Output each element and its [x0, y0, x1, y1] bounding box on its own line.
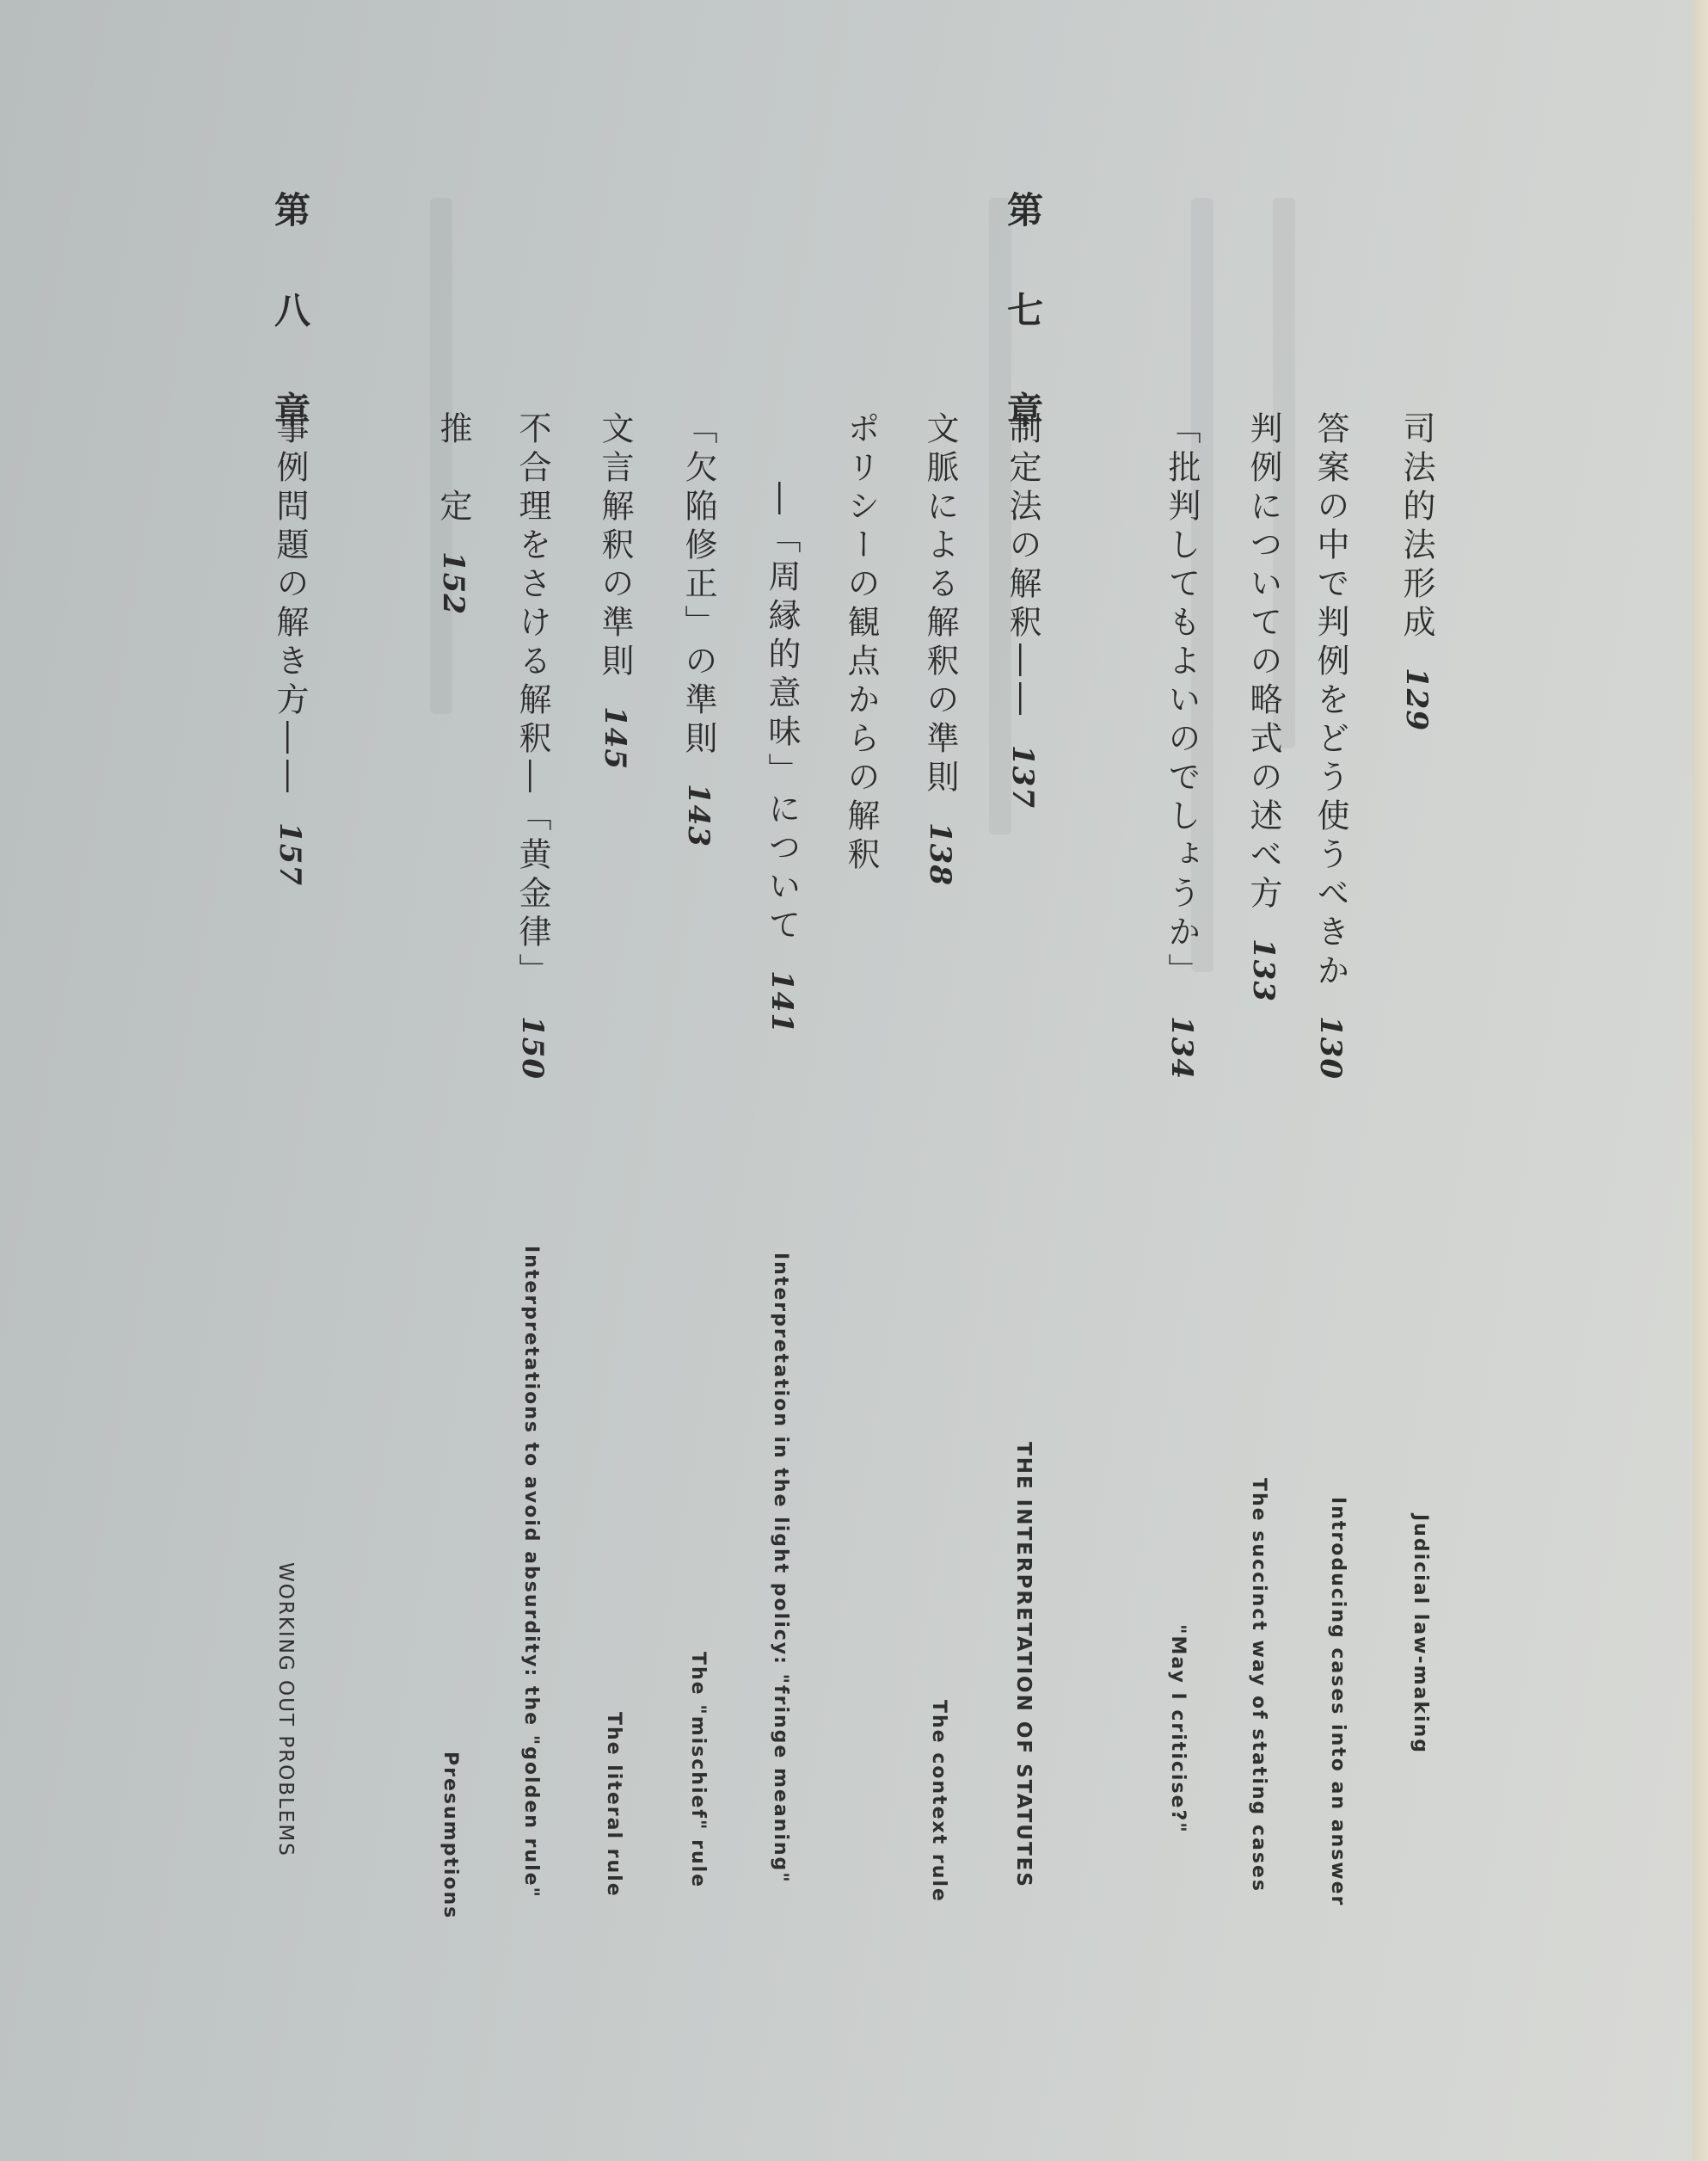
page-number: 157 [273, 822, 307, 886]
english-title-succinct: The succinct way of stating cases [1248, 1478, 1269, 1893]
entry-title: 不合理をさける解釈―「黄金律」 [513, 411, 551, 992]
entry-title: 答案の中で判例をどう使うべきか [1312, 411, 1349, 992]
page-number: 143 [681, 784, 716, 847]
entry-title: ポリシーの観点からの解釈 [842, 411, 880, 876]
page-number: 133 [1246, 939, 1281, 1002]
entry-title: 事例問題の解き方―― [271, 411, 309, 798]
page-number: 150 [515, 1016, 550, 1080]
toc-entry-golden [513, 411, 551, 1080]
toc-entry-criticise [1163, 411, 1201, 1080]
entry-title: 「欠陥修正」の準則 [679, 411, 717, 760]
english-title-literal: The literal rule [603, 1712, 624, 1898]
entry-title: 文言解釈の準則 [596, 411, 634, 682]
english-title-context: The context rule [928, 1700, 949, 1903]
toc-entry-ch7 [1006, 411, 1039, 809]
toc-entry-presumptions [434, 411, 472, 615]
toc-entry-policy [842, 411, 880, 876]
entry-title: 司法的法形成 [1398, 411, 1435, 643]
page-number: 152 [436, 551, 470, 615]
entry-title: 判例についての略式の述べ方 [1244, 411, 1282, 914]
toc-entry-literal [596, 411, 634, 770]
chapter-7-number: 第 七 章 [1002, 191, 1044, 454]
english-title-ch7: THE INTERPRETATION OF STATUTES [1012, 1442, 1035, 1888]
english-title-golden: Interpretations to avoid absurdity: the "golden rule" [520, 1246, 542, 1899]
page-number: 130 [1313, 1016, 1348, 1080]
toc-entry-judicial [1400, 411, 1433, 731]
toc-entry-succinct [1244, 411, 1282, 1002]
toc-entry-mischief [679, 411, 717, 847]
entry-title: 「批判してもよいのでしょうか」 [1163, 411, 1201, 992]
page-number: 141 [765, 970, 799, 1034]
english-title-criticise: "May I criticise?" [1167, 1624, 1189, 1834]
toc-entry-introducing [1314, 411, 1347, 1080]
english-title-ch8: WORKING OUT PROBLEMS [274, 1562, 297, 1857]
page-number: 138 [923, 822, 957, 886]
page-number: 145 [598, 706, 632, 770]
chapter-8-number: 第 八 章 [269, 191, 311, 454]
english-title-mischief: The "mischief" rule [687, 1652, 709, 1889]
english-title-introducing: Introducing cases into an answer [1327, 1497, 1349, 1907]
page-number: 137 [1005, 745, 1040, 809]
page-number: 129 [1399, 668, 1434, 731]
toc-entry-fringe [763, 482, 801, 1034]
page-edge [1693, 0, 1708, 2161]
entry-title: 推 定 [434, 411, 472, 527]
entry-title: ―「周縁的意味」について [763, 482, 801, 946]
entry-title: 制定法の解釈―― [1004, 411, 1041, 721]
toc-entry-ch8 [271, 411, 309, 886]
page-number: 134 [1164, 1016, 1199, 1080]
toc-entry-context [921, 411, 959, 886]
entry-title: 文脈による解釈の準則 [921, 411, 959, 798]
english-title-policy: Interpretation in the light policy: "fringe meaning" [770, 1253, 791, 1884]
english-title-judicial: Judicial law-making [1410, 1514, 1431, 1754]
english-title-presumptions: Presumptions [439, 1752, 461, 1920]
